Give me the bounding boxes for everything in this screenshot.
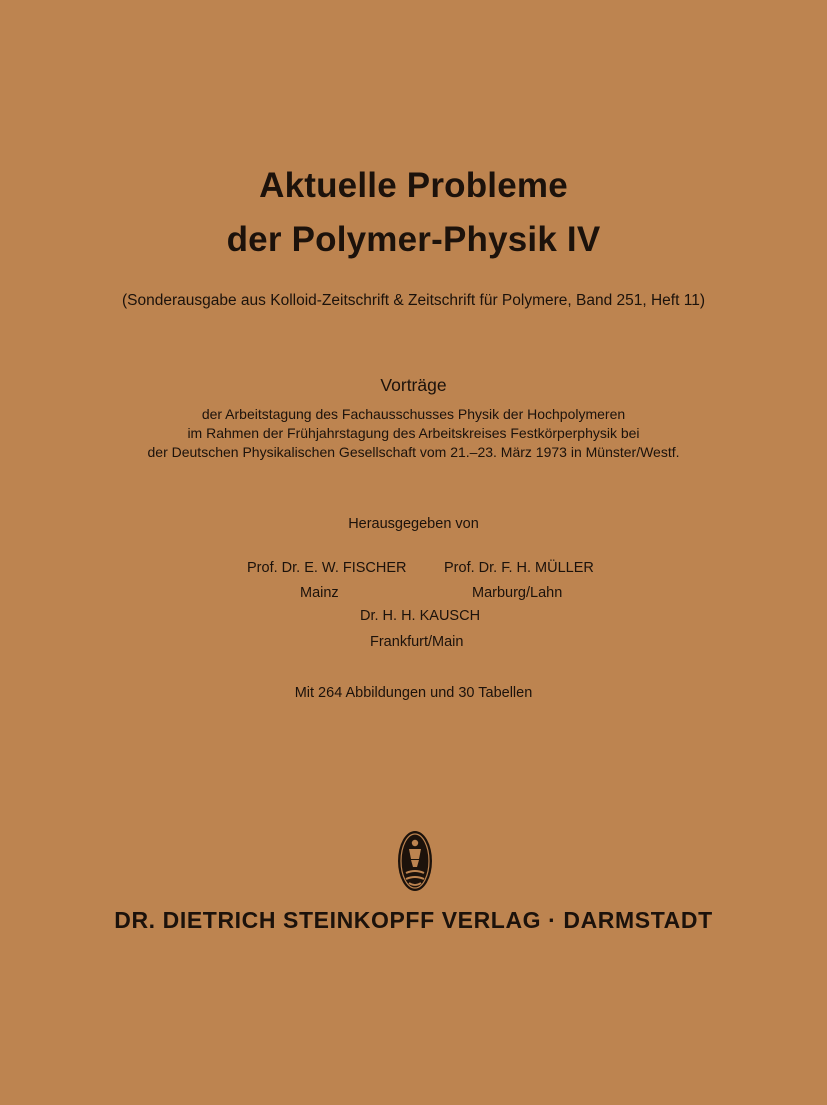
description <box>0 405 827 462</box>
editor-3-city: Frankfurt/Main <box>370 634 464 650</box>
publisher-emblem-icon <box>396 829 434 893</box>
subtitle: (Sonderausgabe aus Kolloid-Zeitschrift & Zeitschrift für Polymere, Band 251, Heft 11) <box>122 292 705 309</box>
description-line-1: der Arbeitstagung des Fachausschusses Physik der Hochpolymeren <box>201 406 626 422</box>
editor-1-city: Mainz <box>300 585 339 601</box>
editor-1-name: Prof. Dr. E. W. FISCHER <box>247 560 407 576</box>
description-line-3: der Deutschen Physikalischen Gesellschaft vom 21.–23. März 1973 in Münster/Westf. <box>147 444 680 460</box>
description-line-2: im Rahmen der Frühjahrstagung des Arbeitskreises Festkörperphysik bei <box>187 425 640 441</box>
title-line-2: der Polymer-Physik IV <box>226 220 601 259</box>
editor-2-name: Prof. Dr. F. H. MÜLLER <box>444 560 594 576</box>
edited-by: Herausgegeben von <box>348 516 479 532</box>
publisher: DR. DIETRICH STEINKOPFF VERLAG · DARMSTADT <box>114 907 713 933</box>
editor-2-city: Marburg/Lahn <box>472 585 563 601</box>
title-line-1: Aktuelle Probleme <box>259 166 568 205</box>
illustrations-note: Mit 264 Abbildungen und 30 Tabellen <box>294 685 533 701</box>
editor-3-name: Dr. H. H. KAUSCH <box>360 608 481 624</box>
vortraege-heading: Vorträge <box>380 375 447 395</box>
